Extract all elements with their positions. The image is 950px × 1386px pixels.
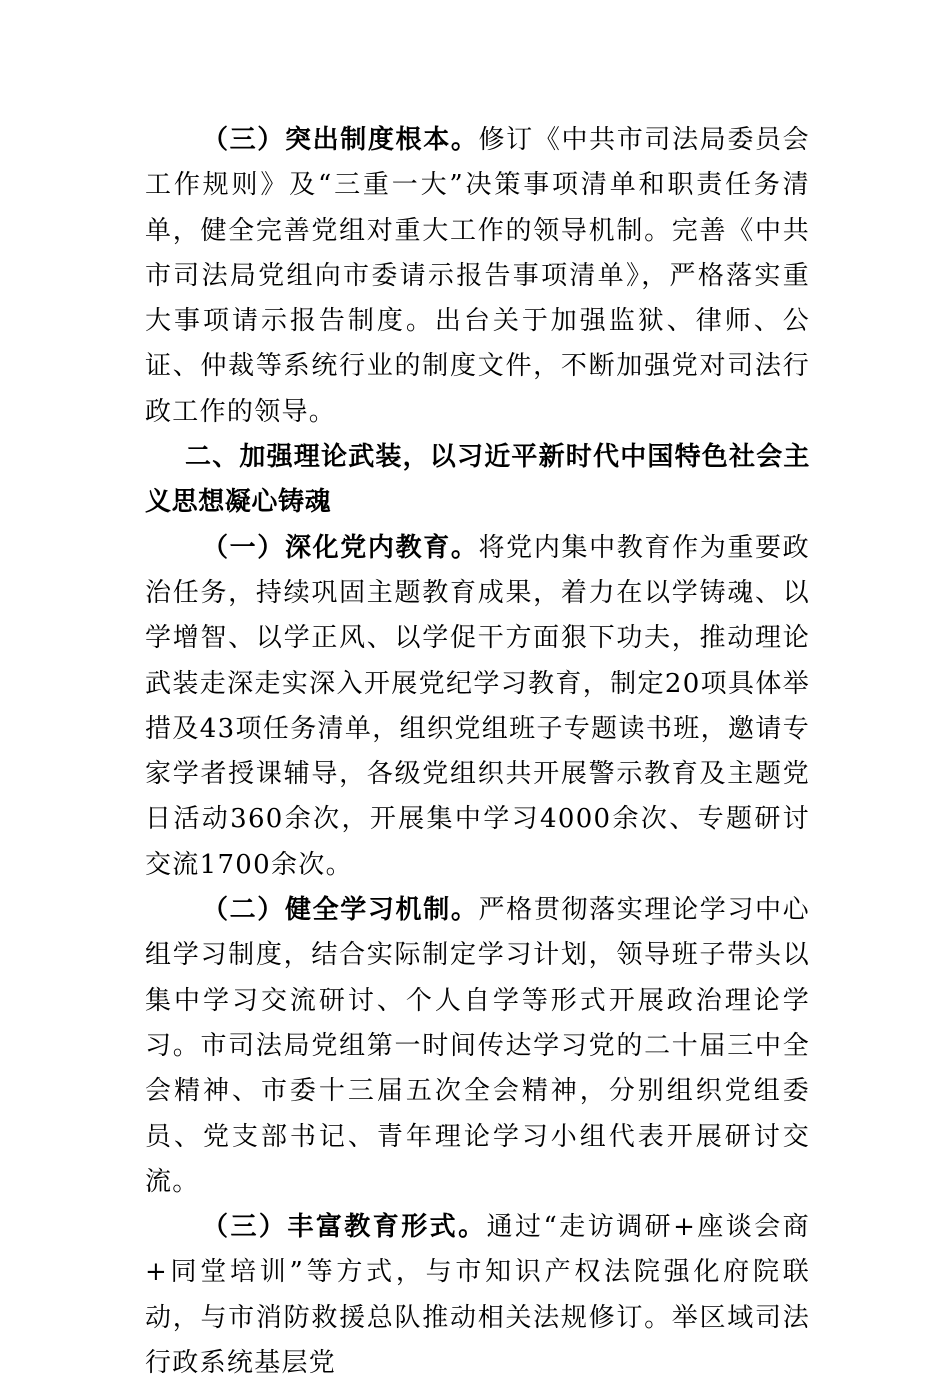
paragraph-institutional-foundation [145, 118, 810, 435]
section-heading-2: 二、加强理论武装，以习近平新时代中国特色社会主义思想凝心铸魂 [145, 442, 810, 518]
paragraph-body: 通过“走访调研+座谈会商+同堂培训”等方式，与市知识产权法院强化府院联动，与市消防救援总队推动相关法规修订。举区域司法行政系统基层党 [145, 1212, 810, 1379]
paragraph-body: 严格贯彻落实理论学习中心组学习制度，结合实际制定学习计划，领导班子带头以集中学习交流研讨、个人自学等形式开展政治理论学习。市司法局党组第一时间传达学习党的二十届三中全会精神、市委十三届五次全会精神，分别组织党组委员、党支部书记、青年理论学习小组代表开展研讨交流。 [145, 895, 810, 1197]
paragraph-lead: （二）健全学习机制。 [202, 895, 479, 926]
paragraph-lead: （三）突出制度根本。 [202, 125, 479, 155]
paragraph-lead: （三）丰富教育形式。 [202, 1212, 487, 1243]
paragraph-body: 将党内集中教育作为重要政治任务，持续巩固主题教育成果，着力在以学铸魂、以学增智、以学正风、以学促干方面狠下功夫，推动理论武装走深走实深入开展党纪学习教育，制定20项具体举措及43项任务清单，组织党组班子专题读书班，邀请专家学者授课辅导，各级党组织共开展警示教育及主题党日活动360余次，开展集中学习4000余次、专题研讨交流1700余次。 [145, 532, 810, 880]
paragraph-body: 修订《中共市司法局委员会工作规则》及“三重一大”决策事项清单和职责任务清单，健全完善党组对重大工作的领导机制。完善《中共市司法局党组向市委请示报告事项清单》，严格落实重大事项请示报告制度。出台关于加强监狱、律师、公证、仲裁等系统行业的制度文件，不断加强党对司法行政工作的领导。 [145, 125, 810, 427]
paragraph-education-forms [145, 1205, 810, 1386]
document-page [145, 118, 810, 1386]
paragraph-lead: （一）深化党内教育。 [202, 532, 479, 563]
paragraph-party-education [145, 526, 810, 888]
paragraph-learning-mechanism [145, 888, 810, 1205]
